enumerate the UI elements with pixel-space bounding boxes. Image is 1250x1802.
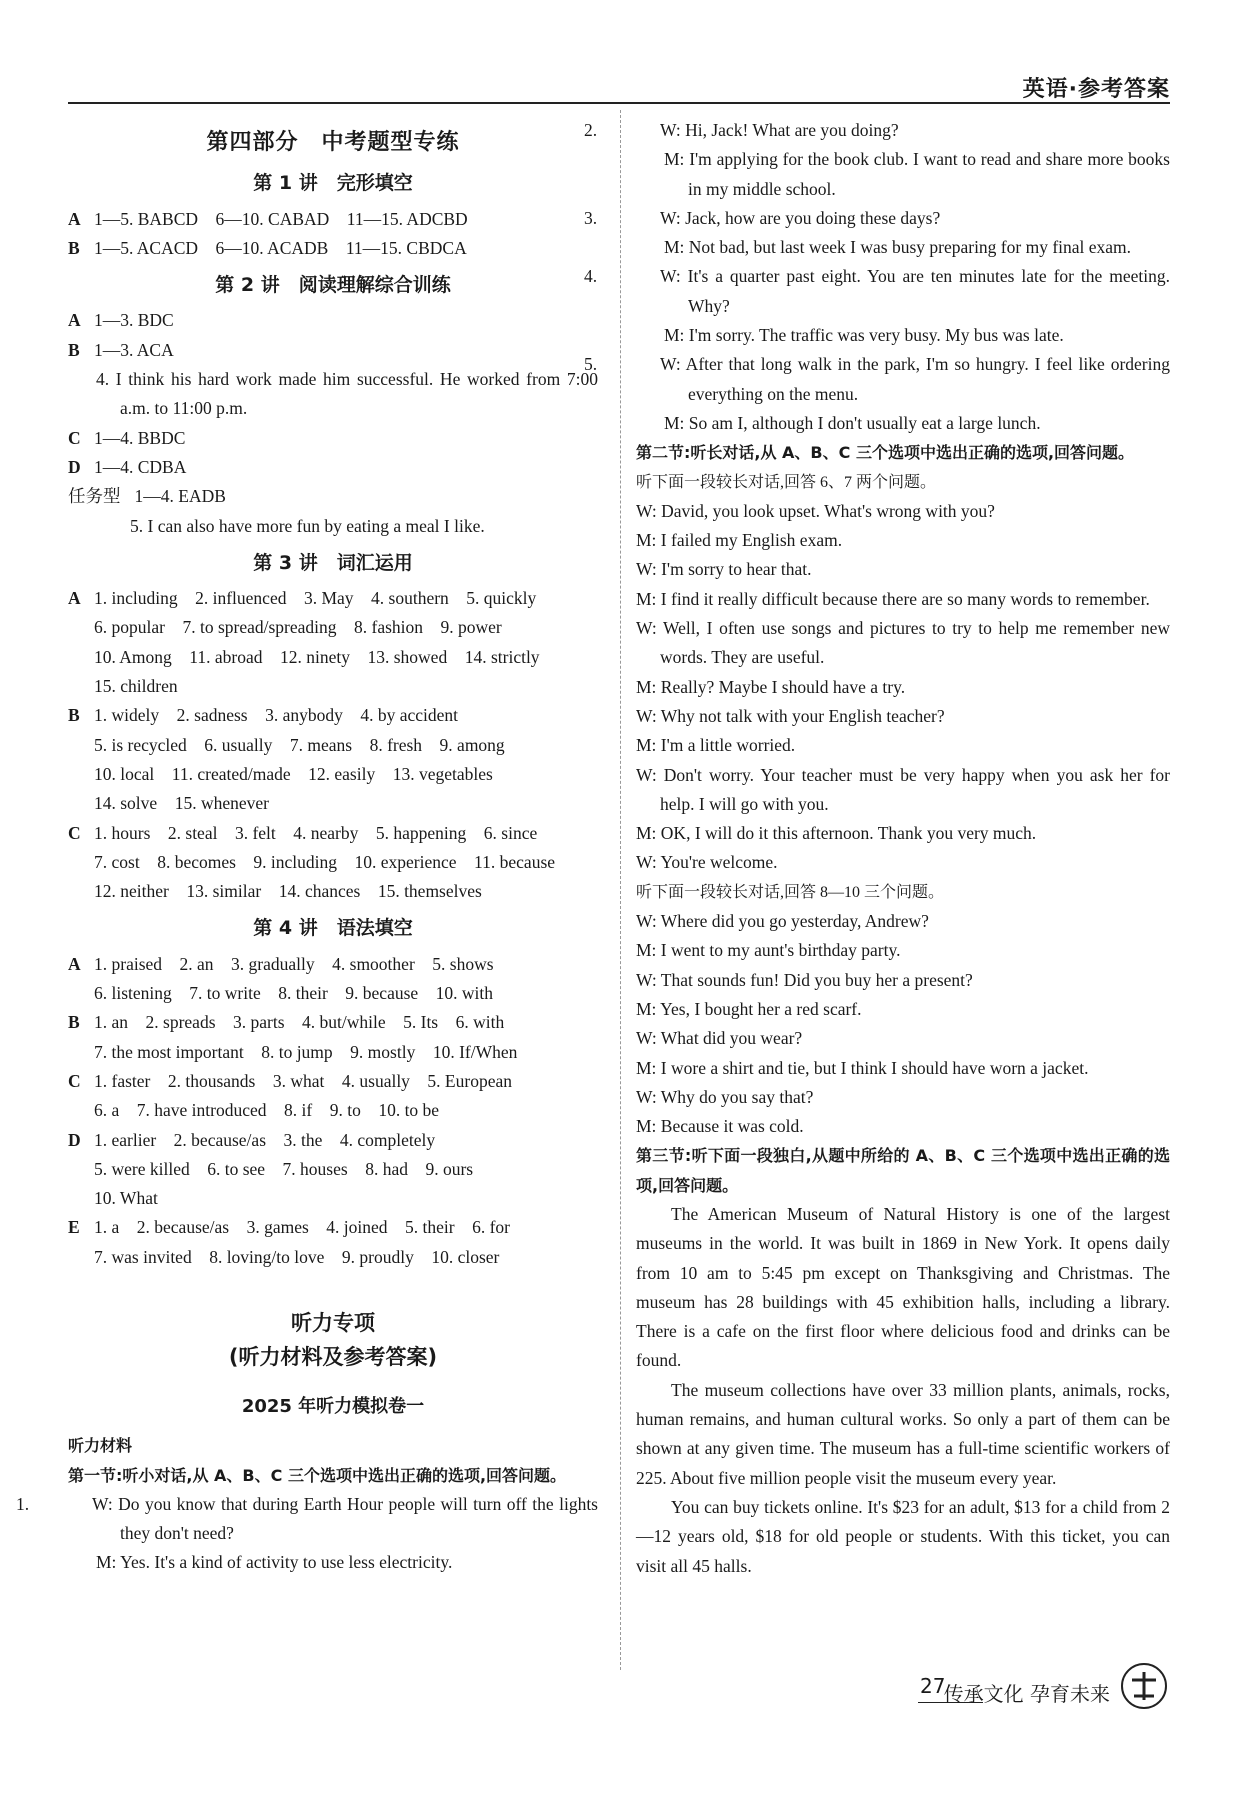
dialogue-line: M: Because it was cold. [636,1116,804,1137]
answer-row: D 1—4. CDBA [68,456,187,477]
answer-row: 6. listening 7. to write 8. their 9. because 10. with [94,983,494,1004]
answer-row: C 1—4. BBDC [68,427,186,448]
answer-row: 4. I think his hard work made him successful. He worked from 7:00 a.m. to 11:00 p.m. [96,369,598,419]
answer-row: 12. neither 13. similar 14. chances 15. themselves [94,881,482,902]
answer-row: 5. is recycled 6. usually 7. means 8. fresh 9. among [94,734,505,755]
answer-row: B 1—3. ACA [68,339,174,360]
publisher-logo-icon [1118,1660,1170,1712]
material-label: 听力材料 [68,1436,133,1456]
header-subject-label: 英语·参考答案 [1022,77,1170,102]
dialogue-line: M: OK, I will do it this afternoon. Thank you very much. [636,823,1037,844]
header-rule [68,102,1170,104]
answer-row: B 1—5. ACACD 6—10. ACADB 11—15. CBDCA [68,237,467,258]
answer-row: B 1. widely 2. sadness 3. anybody 4. by accident [68,705,459,726]
answer-row: B 1. an 2. spreads 3. parts 4. but/while 5. Its 6. with [68,1012,505,1033]
answer-row: A 1—3. BDC [68,310,174,331]
section-3-heading: 第三节:听下面一段独白,从题中所给的 A、B、C 三个选项中选出正确的选项,回答问题。 [636,1146,1170,1195]
dialogue-line: 2. W: Hi, Jack! What are you doing? [584,120,899,140]
dialogue-line: 4. W: It's a quarter past eight. You are ten minutes late for the meeting. Why? [584,266,1170,316]
monologue-paragraph: The museum collections have over 33 million plants, animals, rocks, human remains, and human cultural works. So only a part of them can be shown at any given time. The museum has a full-time scientific workers of 225. About five million people visit the museum every year. [636,1379,1170,1488]
right-column [584,116,1170,1581]
dialogue-line: M: So am I, although I don't usually eat a large lunch. [664,412,1041,433]
section-1-heading: 第一节:听小对话,从 A、B、C 三个选项中选出正确的选项,回答问题。 [68,1465,567,1485]
dialogue-line: W: Why do you say that? [636,1086,814,1107]
answer-row: 7. the most important 8. to jump 9. mostly 10. If/When [94,1041,518,1062]
answer-row: 5. were killed 6. to see 7. houses 8. had 9. ours [94,1158,474,1179]
lecture-2-title: 第 2 讲 阅读理解综合训练 [215,274,451,297]
dialogue-intro: 听下面一段较长对话,回答 8—10 三个问题。 [636,883,945,901]
dialogue-line: W: Where did you go yesterday, Andrew? [636,911,929,932]
answer-row: A 1—5. BABCD 6—10. CABAD 11—15. ADCBD [68,208,468,229]
left-column [16,118,598,1578]
dialogue-line: 5. W: After that long walk in the park, I'm so hungry. I feel like ordering everything on the menu. [584,354,1170,404]
dialogue-line: W: I'm sorry to hear that. [636,559,812,580]
dialogue-line: 3. W: Jack, how are you doing these days? [584,207,941,228]
dialogue-line: M: I'm a little worried. [636,735,796,756]
answer-row: C 1. hours 2. steal 3. felt 4. nearby 5. happening 6. since [68,822,538,843]
listening-title: 听力专项 [291,1310,375,1335]
part-title: 第四部分 中考题型专练 [206,130,460,155]
answer-row: 10. What [94,1188,158,1209]
dialogue-intro: 听下面一段较长对话,回答 6、7 两个问题。 [636,473,937,491]
dialogue-line: W: You're welcome. [636,852,778,873]
dialogue-line: W: Well, I often use songs and pictures to try to help me remember new words. They are useful. [636,618,1170,668]
answer-row: A 1. including 2. influenced 3. May 4. southern 5. quickly [68,588,537,609]
answer-row: A 1. praised 2. an 3. gradually 4. smoother 5. shows [68,953,494,974]
answer-row: 任务型 1—4. EADB [68,486,226,507]
dialogue-line: M: I'm applying for the book club. I want to read and share more books in my middle school. [664,149,1170,199]
answer-row: 6. popular 7. to spread/spreading 8. fashion 9. power [94,617,502,638]
answer-row: 14. solve 15. whenever [94,793,269,814]
dialogue-line: 1. W: Do you know that during Earth Hour people will turn off the lights they don't need? [16,1493,598,1544]
dialogue-line: M: Really? Maybe I should have a try. [636,676,906,697]
answer-row: 5. I can also have more fun by eating a meal I like. [130,515,485,536]
answer-row: 15. children [94,676,178,697]
footer-slogan: 传承文化 孕育未来 [943,1682,1110,1706]
dialogue-line: W: What did you wear? [636,1028,803,1049]
dialogue-line: M: I wore a shirt and tie, but I think I should have worn a jacket. [636,1057,1089,1078]
dialogue-line: M: Yes, I bought her a red scarf. [636,998,862,1019]
answer-row: D 1. earlier 2. because/as 3. the 4. completely [68,1129,436,1150]
dialogue-line: M: Not bad, but last week I was busy preparing for my final exam. [664,237,1132,258]
lecture-3-title: 第 3 讲 词汇运用 [253,551,413,574]
dialogue-line: M: I failed my English exam. [636,530,843,551]
monologue-paragraph: The American Museum of Natural History is one of the largest museums in the world. It was built in 1869 in New York. It opens daily from 10 am to 5:45 pm except on Thanksgiving and Christmas. The museum has 28 buildings with 45 exhibition halls, including a library. There is a cafe on the first floor where delicious food and drinks can be found. [636,1203,1170,1371]
page-number: 27 [920,1674,946,1698]
dialogue-line: M: I'm sorry. The traffic was very busy. My bus was late. [664,325,1064,346]
answer-row: 10. local 11. created/made 12. easily 13. vegetables [94,763,493,784]
answer-row: 10. Among 11. abroad 12. ninety 13. showed 14. strictly [94,646,540,667]
answer-row: E 1. a 2. because/as 3. games 4. joined 5. their 6. for [68,1217,511,1238]
mock-test-title: 2025 年听力模拟卷一 [241,1395,425,1417]
answer-row: 7. cost 8. becomes 9. including 10. experience 11. because [94,851,556,872]
answer-row: C 1. faster 2. thousands 3. what 4. usually 5. European [68,1070,512,1091]
answer-row: 6. a 7. have introduced 8. if 9. to 10. to be [94,1100,440,1121]
dialogue-line: W: Why not talk with your English teacher? [636,705,945,726]
dialogue-line: W: David, you look upset. What's wrong with you? [636,500,995,521]
lecture-4-title: 第 4 讲 语法填空 [253,917,413,940]
dialogue-line: W: Don't worry. Your teacher must be very happy when you ask her for help. I will go with you. [636,764,1170,814]
section-2-heading: 第二节:听长对话,从 A、B、C 三个选项中选出正确的选项,回答问题。 [636,443,1135,463]
answer-row: 7. was invited 8. loving/to love 9. proudly 10. closer [94,1246,500,1267]
dialogue-line: M: I find it really difficult because there are so many words to remember. [636,588,1150,609]
column-divider [620,110,621,1670]
dialogue-line: M: Yes. It's a kind of activity to use less electricity. [96,1552,453,1573]
monologue-paragraph: You can buy tickets online. It's $23 for an adult, $13 for a child from 2—12 years old, $18 for old people or students. With this ticket, you can visit all 45 halls. [636,1496,1170,1576]
dialogue-line: W: That sounds fun! Did you buy her a present? [636,969,973,990]
dialogue-line: M: I went to my aunt's birthday party. [636,940,901,961]
lecture-1-title: 第 1 讲 完形填空 [253,172,413,195]
listening-subtitle: (听力材料及参考答案) [228,1344,438,1369]
